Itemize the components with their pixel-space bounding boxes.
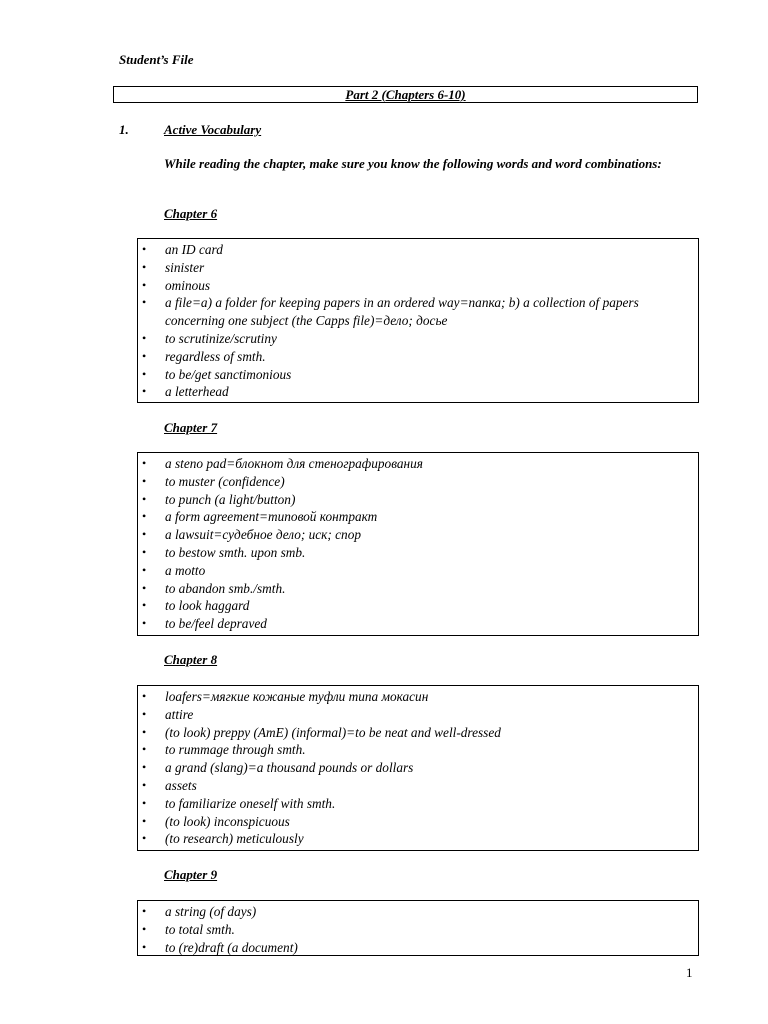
vocab-item <box>138 777 692 795</box>
vocab-item-text: a form agreement=типовой контракт <box>165 509 378 525</box>
vocab-item <box>138 526 692 544</box>
bullet-icon: • <box>142 295 147 310</box>
bullet-icon: • <box>142 831 147 846</box>
vocab-item-text: to be/feel depraved <box>165 616 267 632</box>
bullet-icon: • <box>142 580 147 595</box>
bullet-icon: • <box>142 777 147 792</box>
vocab-item-text: to bestow smth. upon smb. <box>165 544 306 560</box>
document-header-title: Student’s File <box>119 52 194 67</box>
vocab-item-text: to punch (a light/button) <box>165 491 296 507</box>
vocab-box <box>137 452 699 636</box>
vocab-item <box>138 330 692 348</box>
vocab-item-text: a steno pad=блокнот для стенографирования <box>165 456 423 471</box>
chapter-heading: Chapter 7 <box>164 420 218 435</box>
vocab-item <box>138 615 692 633</box>
vocab-item <box>138 348 692 366</box>
bullet-icon: • <box>142 795 147 810</box>
bullet-icon: • <box>142 706 147 721</box>
vocab-item-text: a string (of days) <box>165 904 257 919</box>
vocab-item-text: to look haggard <box>165 598 250 614</box>
bullet-icon: • <box>142 330 147 345</box>
vocab-item <box>138 455 692 473</box>
vocab-item <box>138 921 692 939</box>
bullet-icon: • <box>142 473 147 488</box>
vocab-item <box>138 795 692 813</box>
vocab-box <box>137 685 699 851</box>
bullet-icon: • <box>142 544 147 559</box>
vocab-item <box>138 706 692 724</box>
section-number: 1. <box>119 122 129 137</box>
vocab-item <box>138 259 692 277</box>
vocab-item <box>138 473 692 491</box>
vocab-item <box>138 508 692 526</box>
bullet-icon: • <box>142 689 147 703</box>
bullet-icon: • <box>142 742 147 757</box>
vocab-item-text: to be/get sanctimonious <box>165 366 292 382</box>
bullet-icon: • <box>142 724 147 739</box>
bullet-icon: • <box>142 509 147 524</box>
vocab-list <box>138 239 698 401</box>
bullet-icon: • <box>142 939 147 954</box>
vocab-item-text: to scrutinize/scrutiny <box>165 330 277 346</box>
bullet-icon: • <box>142 456 147 470</box>
vocab-item-text: (to look) inconspicuous <box>165 813 290 829</box>
vocab-item-text: to muster (confidence) <box>165 473 285 489</box>
vocab-item-text: to abandon smb./smth. <box>165 580 286 596</box>
vocab-item <box>138 383 692 401</box>
bullet-icon: • <box>142 904 147 918</box>
vocab-item-text: assets <box>165 777 197 793</box>
bullet-icon: • <box>142 616 147 631</box>
vocab-box <box>137 238 699 403</box>
part-title-box <box>113 86 698 103</box>
vocab-item-text: (to research) meticulously <box>165 831 304 847</box>
vocab-item <box>138 491 692 509</box>
bullet-icon: • <box>142 760 147 775</box>
vocab-item <box>138 544 692 562</box>
section-title: Active Vocabulary <box>164 122 262 137</box>
vocab-item-text: attire <box>165 706 194 722</box>
chapter-heading: Chapter 8 <box>164 652 218 667</box>
vocab-item <box>138 294 692 330</box>
vocab-item-text: regardless of smth. <box>165 348 266 364</box>
bullet-icon: • <box>142 366 147 381</box>
vocab-item-text: to familiarize oneself with smth. <box>165 795 336 811</box>
bullet-icon: • <box>142 277 147 292</box>
chapter-heading: Chapter 6 <box>164 206 218 221</box>
vocab-item-text: sinister <box>165 259 205 275</box>
vocab-item-text: ominous <box>165 277 211 293</box>
vocab-item <box>138 688 692 706</box>
vocab-item-text: a lawsuit=судебное дело; иск; спор <box>165 527 362 543</box>
bullet-icon: • <box>142 598 147 613</box>
vocab-item <box>138 580 692 598</box>
bullet-icon: • <box>142 527 147 542</box>
vocab-item <box>138 366 692 384</box>
page-number: 1 <box>686 965 693 980</box>
vocab-item <box>138 813 692 831</box>
vocab-item <box>138 741 692 759</box>
vocab-item <box>138 241 692 259</box>
vocab-item <box>138 830 692 848</box>
bullet-icon: • <box>142 348 147 363</box>
vocab-item <box>138 724 692 742</box>
vocab-item-text: loafers=мягкие кожаные туфли типа мокасин <box>165 689 429 704</box>
bullet-icon: • <box>142 384 147 399</box>
bullet-icon: • <box>142 813 147 828</box>
vocab-item-text: a letterhead <box>165 384 229 400</box>
part-title: Part 2 (Chapters 6-10) <box>345 87 466 102</box>
vocab-item <box>138 597 692 615</box>
bullet-icon: • <box>142 562 147 577</box>
bullet-icon: • <box>142 242 147 256</box>
vocab-item-text: to total smth. <box>165 921 235 937</box>
vocab-item <box>138 939 692 957</box>
vocab-item-text: a motto <box>165 562 206 578</box>
bullet-icon: • <box>142 921 147 936</box>
vocab-box <box>137 900 699 956</box>
section-instructions: While reading the chapter, make sure you know the following words and word combinations: <box>164 156 662 171</box>
vocab-item <box>138 759 692 777</box>
vocab-item <box>138 562 692 580</box>
vocab-item <box>138 277 692 295</box>
vocab-item-text: an ID card <box>165 242 223 257</box>
vocab-list <box>138 453 698 633</box>
vocab-item-text: to rummage through smth. <box>165 742 306 758</box>
vocab-list <box>138 686 698 848</box>
bullet-icon: • <box>142 259 147 274</box>
vocab-item-text: (to look) preppy (AmE) (informal)=to be neat and well-dressed <box>165 724 501 740</box>
vocab-item <box>138 903 692 921</box>
vocab-item-text: to (re)draft (a document) <box>165 939 298 955</box>
bullet-icon: • <box>142 491 147 506</box>
vocab-list <box>138 901 698 956</box>
vocab-item-text: a grand (slang)=a thousand pounds or dollars <box>165 760 414 776</box>
vocab-item-text: a file=a) a folder for keeping papers in an ordered way=папка; b) a collection of papers concerning one subject (the Capps file)=дело; досье <box>165 295 639 329</box>
chapter-heading: Chapter 9 <box>164 867 218 882</box>
